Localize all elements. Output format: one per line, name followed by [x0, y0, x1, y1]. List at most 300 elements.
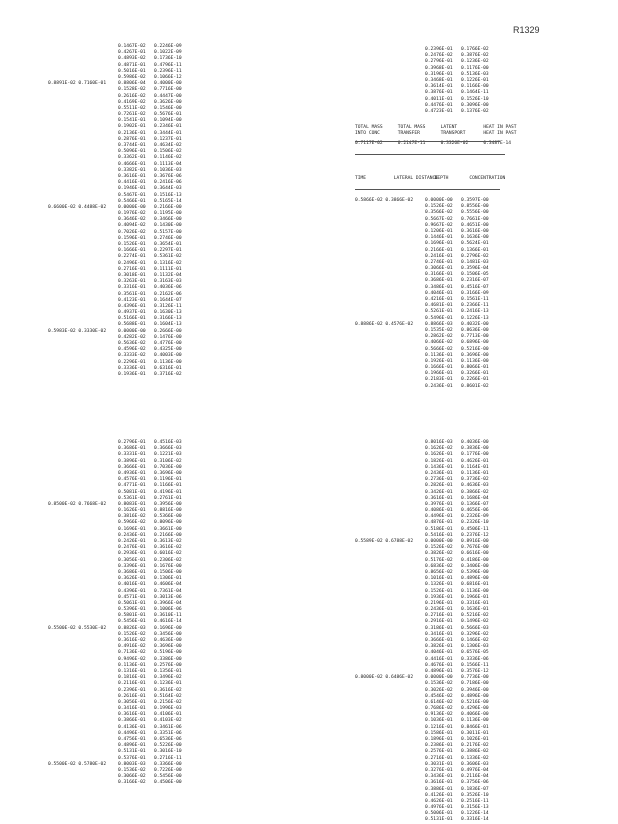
row-concentration: 0.5366E-00 [154, 514, 182, 520]
row-concentration: 0.3596E-04 [461, 266, 489, 272]
row-depth: 0.2476E-02 [425, 53, 453, 59]
row-concentration: 0.2516E-11 [461, 798, 489, 804]
row-depth: 0.0000E-00 [425, 675, 453, 681]
row-depth: 0.1036E-01 [425, 718, 453, 724]
table-row [48, 372, 194, 378]
row-concentration: 0.8601E-02 [461, 383, 489, 389]
row-concentration: 0.8816E-00 [154, 508, 182, 514]
row-concentration: 0.4896E-00 [461, 693, 489, 699]
row-concentration: 0.2316E-07 [461, 278, 489, 284]
row-depth: 0.1216E-01 [425, 724, 453, 730]
row-depth: 0.2616E-02 [118, 93, 146, 99]
row-concentration: 0.3654E-01 [154, 242, 182, 247]
row-depth: 0.3316E-01 [118, 285, 146, 291]
row-concentration: 0.1546E-00 [154, 105, 182, 111]
row-depth: 0.1902E-01 [118, 124, 146, 130]
summary-header: TOTAL MASS [397, 125, 426, 130]
row-depth: 0.1936E-01 [425, 594, 453, 600]
row-depth: 0.1626E-02 [425, 446, 453, 452]
row-concentration: 0.1836E-07 [461, 786, 489, 792]
row-depth: 0.5416E-01 [425, 532, 453, 538]
row-depth: 0.1316E-01 [118, 668, 146, 674]
row-depth: 0.4216E-01 [425, 297, 453, 302]
row-concentration: 0.4066E-00 [461, 712, 489, 718]
row-depth: 0.3396E-01 [118, 563, 146, 569]
row-depth: 0.3196E-01 [425, 71, 453, 77]
row-depth: 0.3186E-01 [425, 625, 453, 631]
row-depth: 0.5361E-01 [118, 495, 146, 501]
row-concentration: 0.2366E-11 [461, 303, 489, 309]
row-depth: 0.1966E-01 [425, 371, 453, 377]
row-depth: 0.1528E-02 [118, 87, 146, 93]
row-concentration: 0.3266E-01 [461, 371, 489, 377]
row-concentration: 0.1430E-00 [154, 223, 182, 229]
row-depth: 0.5466E-01 [118, 198, 146, 204]
row-depth: 0.3566E-02 [425, 210, 453, 216]
row-depth: 0.4676E-01 [425, 662, 453, 668]
row-depth: 0.1446E-01 [425, 235, 453, 241]
row-depth: 0.5016E-01 [118, 68, 146, 74]
row-depth: 0.1526E-02 [425, 204, 453, 210]
row-depth: 0.5186E-01 [425, 526, 453, 532]
row-depth: 0.5081E-01 [118, 489, 146, 495]
row-concentration: 0.1561E-11 [461, 297, 489, 302]
row-depth: 0.2736E-01 [425, 477, 453, 483]
row-depth: 0.1816E-01 [118, 675, 146, 681]
row-concentration: 0.6896E-00 [461, 340, 489, 346]
row-depth: 0.2826E-01 [425, 483, 453, 489]
row-depth: 0.4123E-01 [118, 297, 146, 303]
row-concentration: 0.1776E-00 [461, 452, 489, 458]
row-concentration: 0.1376E-02 [461, 108, 489, 114]
row-time-distance: 0.5866E-02 0.3866E-02 [355, 198, 414, 203]
row-depth: 0.3614E-01 [425, 84, 453, 90]
row-depth: 0.3686E-01 [425, 278, 453, 284]
row-concentration: 0.8556E-00 [461, 204, 489, 210]
row-concentration: 0.3886E-02 [461, 749, 489, 755]
row-depth: 0.9136E-02 [425, 712, 453, 718]
row-depth: 0.3561E-01 [118, 291, 146, 297]
row-concentration: 0.3597E-00 [461, 198, 489, 203]
row-concentration: 0.1166E-01 [154, 483, 182, 489]
row-concentration: 0.1066E-12 [154, 74, 182, 80]
row-depth: 0.2716E-01 [425, 755, 453, 761]
row-concentration: 0.1226E-14 [461, 811, 489, 817]
row-depth: 0.5667E-02 [425, 216, 453, 222]
row-concentration: 0.4516E-03 [154, 440, 182, 445]
row-concentration: 0.1506E-02 [154, 149, 182, 155]
row-concentration: 0.3696E-00 [154, 470, 182, 476]
row-depth: 0.1626E-01 [425, 452, 453, 458]
row-depth: 0.4126E-01 [425, 792, 453, 798]
row-concentration: 0.4003E-00 [154, 353, 182, 359]
row-concentration: 0.1686E-04 [461, 495, 489, 501]
row-concentration: 0.7676E-00 [461, 545, 489, 551]
row-depth: 0.2396E-01 [425, 47, 453, 52]
row-depth: 0.8016E-03 [425, 440, 453, 445]
row-depth: 0.3468E-01 [425, 77, 453, 83]
row-depth: 0.3026E-02 [425, 687, 453, 693]
row-concentration: 0.1113E-04 [154, 161, 182, 167]
row-concentration: 0.4976E-04 [461, 767, 489, 773]
row-depth: 0.2716E-01 [425, 613, 453, 619]
row-depth: 0.3866E-01 [118, 718, 146, 724]
row-concentration: 0.1636E-01 [461, 607, 489, 613]
summary-table [355, 125, 523, 147]
row-depth: 0.3263E-01 [118, 279, 146, 285]
row-concentration: 0.3626E-00 [154, 99, 182, 105]
row-concentration: 0.1316E-02 [154, 260, 182, 266]
row-concentration: 0.3351E-06 [154, 730, 182, 736]
row-concentration: 0.1166E-00 [461, 84, 489, 90]
row-concentration: 0.3756E-06 [461, 780, 489, 786]
row-concentration: 0.3444E-01 [154, 130, 182, 136]
summary-header: LATENT [440, 125, 458, 130]
row-concentration: 0.2162E-06 [154, 291, 182, 297]
row-depth: 0.1541E-01 [118, 118, 146, 124]
row-depth: 0.3362E-01 [118, 155, 146, 161]
row-concentration: 0.1226E-13 [461, 315, 489, 321]
row-time-distance: 0.6600E-02 0.4488E-02 [48, 204, 107, 210]
row-concentration: 0.3576E-12 [461, 668, 489, 674]
row-depth: 0.4416E-01 [118, 180, 146, 186]
row-depth: 0.5966E-02 [118, 520, 146, 526]
row-depth: 0.4896E-01 [118, 743, 146, 749]
row-depth: 0.5166E-01 [118, 316, 146, 322]
row-depth: 0.1436E-01 [425, 464, 453, 470]
row-concentration: 0.3163E-03 [154, 279, 182, 285]
row-time-distance: 0.8500E-02 0.7668E-02 [48, 501, 107, 507]
row-concentration: 0.1136E-00 [461, 588, 489, 594]
row-depth: 0.3616E-02 [118, 638, 146, 643]
row-depth: 0.4771E-01 [118, 483, 146, 489]
row-concentration: 0.3096E-00 [461, 102, 489, 108]
row-depth: 0.5261E-01 [425, 309, 453, 315]
row-concentration: 0.1132E-04 [154, 272, 182, 278]
row-depth: 0.3416E-01 [425, 631, 453, 637]
row-concentration: 0.7716E-00 [154, 87, 182, 93]
row-concentration: 0.2306E-02 [154, 557, 182, 563]
row-depth: 0.3276E-01 [425, 767, 453, 773]
row-concentration: 0.1481E-03 [461, 259, 489, 265]
row-depth: 0.2746E-01 [425, 259, 453, 265]
row-depth: 0.2274E-01 [118, 254, 146, 260]
row-concentration: 0.5216E-02 [461, 613, 489, 619]
row-concentration: 0.1036E-03 [154, 167, 182, 173]
row-depth: 0.4596E-02 [118, 347, 146, 353]
row-concentration: 0.3406E-00 [461, 563, 489, 569]
row-concentration: 0.1146E-02 [154, 155, 182, 161]
row-depth: 0.5986E-02 [118, 74, 146, 80]
row-depth: 0.3686E-01 [118, 569, 146, 575]
row-concentration: 0.4296E-00 [461, 706, 489, 712]
row-concentration: 0.1676E-00 [154, 563, 182, 569]
row-depth: 0.4416E-01 [425, 656, 453, 662]
row-depth: 0.5131E-01 [118, 749, 146, 755]
row-concentration: 0.3126E-11 [154, 303, 182, 309]
row-concentration: 0.2246E-09 [154, 44, 182, 49]
row-concentration: 0.3296E-02 [461, 631, 489, 637]
row-concentration: 0.1196E-01 [154, 477, 182, 483]
table-row [48, 780, 194, 786]
row-concentration: 0.3016E-10 [154, 749, 182, 755]
row-depth: 0.4011E-01 [425, 96, 453, 102]
row-depth: 0.5636E-02 [118, 341, 146, 346]
row-depth: 0.2386E-01 [425, 743, 453, 749]
row-depth: 0.1536E-02 [118, 767, 146, 773]
row-depth: 0.4576E-01 [118, 477, 146, 483]
row-concentration: 0.4636E-00 [154, 638, 182, 643]
row-concentration: 0.4000E-00 [154, 81, 182, 87]
row-depth: 0.5376E-01 [118, 755, 146, 761]
row-concentration: 0.5165E-14 [154, 198, 182, 204]
row-concentration: 0.1226E-01 [461, 77, 489, 83]
row-depth: 0.7261E-02 [118, 112, 146, 118]
data-block-right-bottom [355, 440, 501, 824]
row-concentration: 0.1466E-02 [461, 638, 489, 643]
row-concentration: 0.4516E-07 [461, 284, 489, 290]
row-concentration: 0.6616E-00 [461, 551, 489, 557]
summary-rule [355, 141, 500, 142]
row-concentration: 0.4616E-14 [154, 619, 182, 625]
row-concentration: 0.4656E-06 [461, 508, 489, 514]
row-depth: 0.2436E-01 [118, 532, 146, 538]
table-row [355, 384, 501, 390]
row-depth: 0.3333E-02 [118, 353, 146, 359]
row-depth: 0.4016E-01 [118, 582, 146, 588]
row-depth: 0.2876E-01 [118, 136, 146, 142]
header-rule [355, 189, 500, 190]
row-concentration: 0.3386E-00 [154, 656, 182, 662]
row-depth: 0.2196E-01 [425, 600, 453, 606]
row-concentration: 0.3366E-00 [154, 761, 182, 767]
row-time-distance: 0.8000E-02 0.6486E-02 [355, 675, 414, 681]
row-concentration: 0.1236E-01 [154, 681, 182, 687]
row-time-distance: 0.8891E-02 0.7160E-01 [48, 81, 107, 87]
row-depth: 0.4094E-02 [118, 223, 146, 229]
row-concentration: 0.2326E-10 [461, 520, 489, 526]
row-depth: 0.7026E-02 [118, 229, 146, 235]
row-concentration: 0.1306E-01 [154, 576, 182, 582]
row-concentration: 0.3616E-00 [461, 228, 489, 234]
row-concentration: 0.1176E-00 [461, 65, 489, 71]
row-depth: 0.3018E-01 [118, 272, 146, 278]
row-depth: 0.2396E-01 [118, 687, 146, 693]
row-depth: 0.5688E-01 [118, 322, 146, 328]
row-concentration: 0.8096E-00 [154, 520, 182, 526]
row-time-distance: 0.5500E-02 0.5780E-02 [48, 761, 107, 767]
row-concentration: 0.7661E-00 [461, 216, 489, 222]
row-depth: 0.3626E-01 [118, 576, 146, 582]
row-concentration: 0.6536E-06 [154, 737, 182, 742]
row-concentration: 0.3716E-02 [154, 371, 182, 377]
row-concentration: 0.6016E-02 [154, 551, 182, 557]
row-depth: 0.4876E-01 [425, 520, 453, 526]
row-concentration: 0.1644E-07 [154, 297, 182, 303]
row-concentration: 0.3836E-00 [461, 446, 489, 452]
row-depth: 0.4396E-01 [118, 588, 146, 594]
row-concentration: 0.1496E-02 [461, 619, 489, 625]
row-concentration: 0.3166E-09 [461, 290, 489, 296]
row-concentration: 0.1022E-09 [154, 50, 182, 56]
row-depth: 0.3616E-01 [425, 495, 453, 501]
row-concentration: 0.5226E-00 [154, 743, 182, 749]
row-depth: 0.3666E-01 [118, 464, 146, 470]
row-concentration: 0.3106E-02 [154, 458, 182, 464]
row-concentration: 0.4606E-04 [154, 582, 182, 588]
row-concentration: 0.3336E-06 [461, 656, 489, 662]
data-block-right-mid [355, 198, 501, 390]
table-header [355, 176, 515, 181]
row-concentration: 0.4796E-11 [154, 62, 182, 68]
row-depth: 0.2476E-01 [118, 545, 146, 551]
summary-value: 0.7117E-02 [355, 140, 383, 146]
row-depth: 0.7136E-02 [118, 650, 146, 656]
row-depth: 0.1535E-02 [425, 327, 453, 333]
row-depth: 0.3816E-02 [118, 514, 146, 520]
row-depth: 0.1467E-02 [118, 44, 146, 49]
row-concentration: 0.5361E-02 [154, 254, 182, 260]
row-depth: 0.4136E-01 [118, 724, 146, 730]
row-depth: 0.0000E-00 [118, 328, 146, 334]
row-depth: 0.4496E-01 [425, 514, 453, 520]
row-concentration: 0.5666E-03 [461, 625, 489, 631]
row-depth: 0.1526E-02 [425, 545, 453, 551]
row-depth: 0.3486E-01 [425, 284, 453, 290]
row-concentration: 0.7186E-00 [461, 681, 489, 687]
row-concentration: 0.3466E-00 [154, 217, 182, 223]
row-depth: 0.4282E-02 [118, 334, 146, 340]
row-concentration: 0.3461E-06 [154, 724, 182, 730]
row-concentration: 0.4036E-00 [461, 440, 489, 445]
row-depth: 0.4937E-01 [118, 310, 146, 316]
row-concentration: 0.4651E-00 [461, 222, 489, 228]
row-depth: 0.4066E-02 [425, 340, 453, 346]
row-depth: 0.3646E-02 [118, 217, 146, 223]
row-time-distance: 0.5500E-02 0.5530E-02 [48, 625, 107, 631]
row-concentration: 0.2156E-02 [154, 699, 182, 705]
row-concentration: 0.3696E-00 [154, 644, 182, 650]
row-concentration: 0.2746E-00 [154, 235, 182, 241]
row-depth: 0.8826E-03 [118, 625, 146, 631]
row-depth: 0.1136E-01 [118, 662, 146, 668]
row-depth: 0.5096E-01 [118, 149, 146, 155]
row-concentration: 0.1736E-10 [154, 56, 182, 62]
row-concentration: 0.3316E-14 [461, 817, 489, 823]
data-block-left-bottom [48, 440, 194, 787]
row-depth: 0.6146E-02 [425, 699, 453, 705]
row-concentration: 0.3156E-13 [461, 805, 489, 811]
row-depth: 0.3886E-01 [425, 786, 453, 792]
row-depth: 0.2183E-01 [425, 377, 453, 383]
row-depth: 0.4626E-01 [425, 798, 453, 804]
row-concentration: 0.1630E-13 [154, 310, 182, 316]
row-concentration: 0.7713E-00 [461, 334, 489, 340]
row-concentration: 0.3866E-02 [461, 489, 489, 495]
row-concentration: 0.7736E-00 [461, 675, 489, 681]
row-depth: 0.8866E-03 [425, 321, 453, 327]
row-depth: 0.3616E-01 [118, 712, 146, 718]
row-depth: 0.4546E-02 [425, 693, 453, 699]
row-concentration: 0.3966E-04 [154, 600, 182, 606]
row-concentration: 0.4626E-01 [461, 458, 489, 464]
row-concentration: 0.7036E-00 [154, 464, 182, 470]
row-concentration: 0.2176E-02 [461, 743, 489, 749]
row-depth: 0.5061E-01 [118, 600, 146, 606]
row-depth: 0.4267E-01 [118, 50, 146, 56]
row-depth: 0.1696E-01 [118, 526, 146, 532]
row-concentration: 0.1476E-00 [154, 334, 182, 340]
summary-header: TRANSFER [397, 131, 420, 137]
row-concentration: 0.3956E-00 [154, 501, 182, 507]
row-concentration: 0.3610E-11 [154, 613, 182, 619]
row-depth: 0.8656E-02 [425, 569, 453, 575]
row-concentration: 0.5157E-00 [154, 229, 182, 235]
row-depth: 0.4893E-02 [118, 56, 146, 62]
row-concentration: 0.1221E-03 [154, 452, 182, 458]
row-concentration: 0.3496E-02 [154, 675, 182, 681]
row-concentration: 0.2297E-01 [154, 248, 182, 254]
row-depth: 0.4496E-01 [118, 730, 146, 736]
row-concentration: 0.1094E-00 [154, 118, 182, 124]
row-depth: 0.4046E-01 [425, 650, 453, 656]
row-concentration: 0.5676E-01 [154, 112, 182, 118]
summary-value: 0.2147E-11 [397, 140, 426, 146]
row-depth: 0.3031E-01 [425, 761, 453, 767]
row-depth: 0.2862E-02 [425, 334, 453, 340]
row-depth: 0.3056E-01 [118, 699, 146, 705]
row-concentration: 0.4506E-11 [461, 526, 489, 532]
row-depth: 0.2616E-01 [118, 693, 146, 699]
row-depth: 0.4666E-01 [118, 161, 146, 167]
summary-header: INTO CONC [355, 131, 380, 137]
row-concentration: 0.4447E-00 [154, 93, 182, 99]
row-concentration: 0.1516E-13 [154, 192, 182, 198]
row-depth: 0.0000E-00 [425, 539, 453, 544]
row-concentration: 0.2761E-01 [154, 495, 182, 501]
row-depth: 0.0000E-00 [425, 198, 453, 203]
row-depth: 0.2436E-01 [425, 383, 453, 389]
row-depth: 0.1596E-01 [118, 235, 146, 241]
row-depth: 0.3336E-01 [118, 365, 146, 371]
row-concentration: 0.1136E-00 [461, 358, 489, 364]
summary-header: HEAT IN PAST [483, 125, 517, 130]
row-concentration: 0.1026E-01 [461, 737, 489, 742]
row-concentration: 0.3676E-06 [154, 173, 182, 179]
row-depth: 0.0000E-00 [118, 204, 146, 210]
row-depth: 0.2436E-01 [425, 607, 453, 613]
row-depth: 0.3686E-01 [118, 446, 146, 452]
row-depth: 0.5511E-02 [118, 105, 146, 111]
row-concentration: 0.5556E-00 [461, 210, 489, 216]
row-concentration: 0.3316E-01 [461, 600, 489, 606]
row-concentration: 0.5456E-00 [154, 774, 182, 780]
row-concentration: 0.1111E-01 [154, 266, 182, 272]
row-depth: 0.4681E-01 [425, 303, 453, 309]
table-row [355, 109, 501, 115]
row-depth: 0.3382E-01 [118, 167, 146, 173]
row-depth: 0.4871E-01 [118, 62, 146, 68]
row-depth: 0.5467E-01 [118, 192, 146, 198]
row-concentration: 0.1366E-01 [461, 247, 489, 253]
row-depth: 0.4896E-01 [425, 668, 453, 674]
row-depth: 0.2716E-01 [118, 266, 146, 272]
row-depth: 0.5131E-01 [425, 817, 453, 823]
row-concentration: 0.4896E-00 [461, 576, 489, 582]
row-concentration: 0.1366E-07 [461, 501, 489, 507]
header-lateral-distance: LATERAL DISTANCE [393, 176, 439, 181]
row-concentration: 0.3613E-02 [154, 539, 182, 544]
